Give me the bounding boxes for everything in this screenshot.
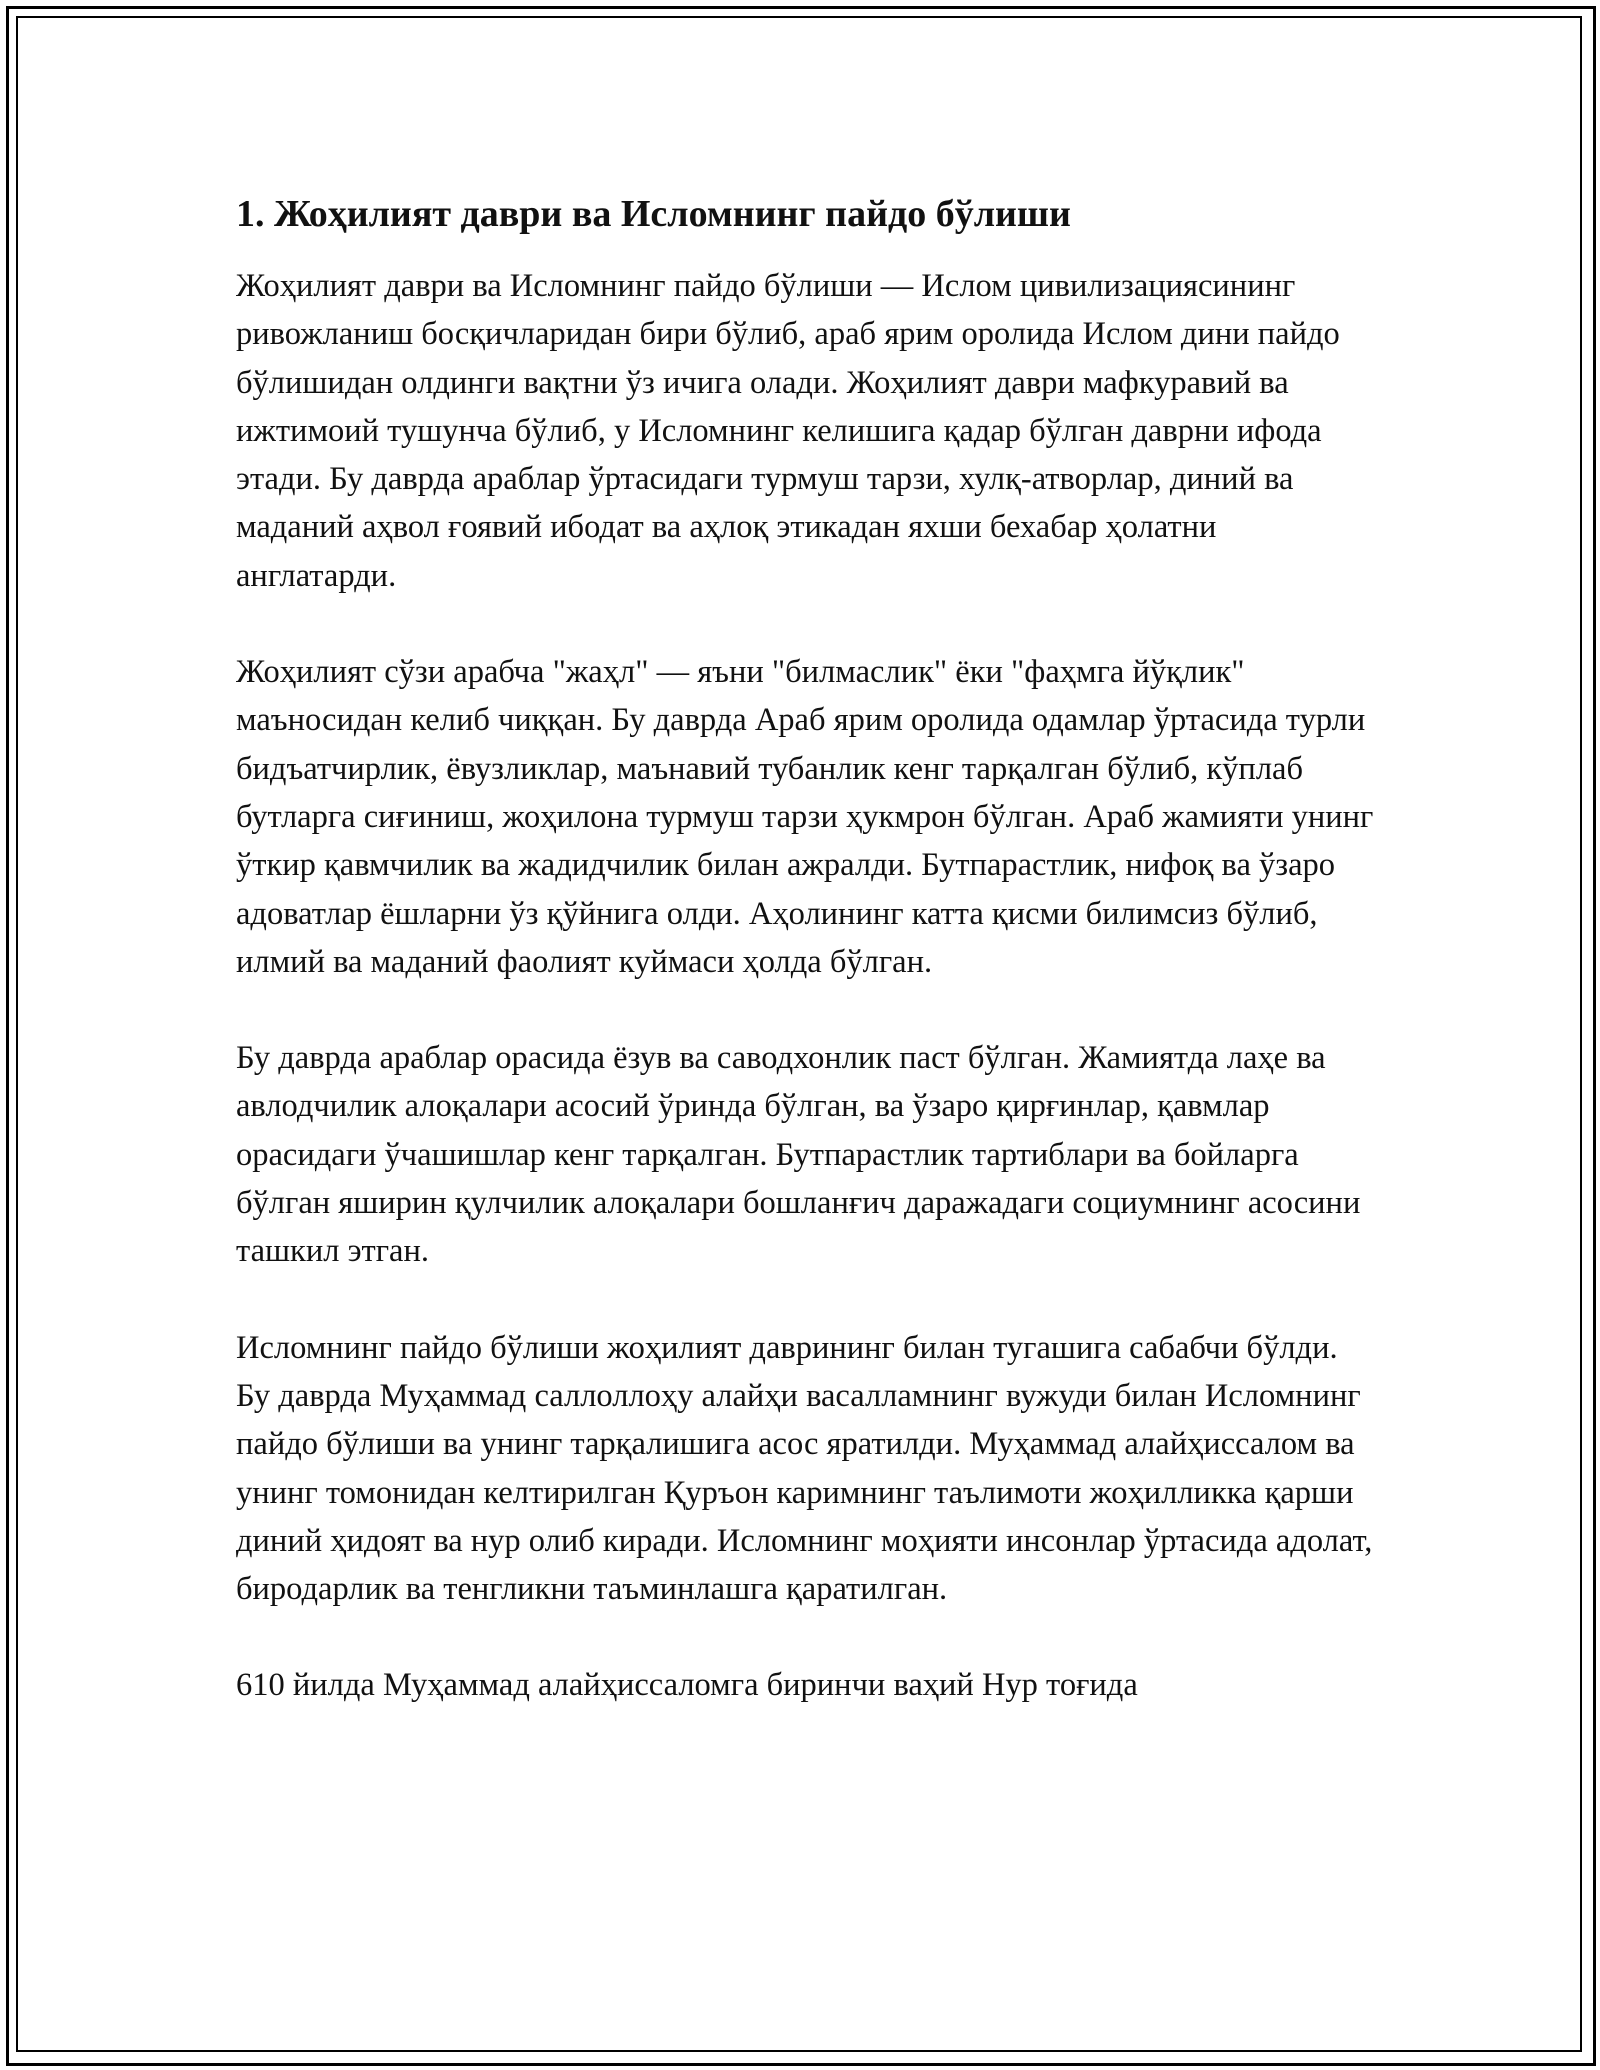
paragraph-1: Жоҳилият даври ва Исломнинг пайдо бўлиши — Ислом цивилизациясининг ривожланиш босқичларидан бири бўлиб, араб ярим оролида Ислом дини пайдо бўлишидан олдинги вақтни ўз ичига олади. Жоҳилият даври мафкуравий ва ижтимоий тушунча бўлиб, у Исломнинг келишига қадар бўлган даврни ифода этади. Бу даврда араблар ўртасидаги турмуш тарзи, хулқ-атворлар, диний ва маданий аҳвол ғоявий ибодат ва аҳлоқ этикадан яхши бехабар ҳолатни англатарди.: [236, 268, 1340, 594]
document-body: [236, 190, 1376, 1710]
section-heading: 1. Жоҳилият даври ва Исломнинг пайдо бўлиши: [236, 193, 1071, 235]
paragraph-3: Бу даврда араблар орасида ёзув ва саводхонлик паст бўлган. Жамиятда лаҳе ва авлодчилик алоқалари асосий ўринда бўлган, ва ўзаро қирғинлар, қавмлар орасидаги ўчашишлар кенг тарқалган. Бутпарастлик тартиблари ва бойларга бўлган яширин қулчилик алоқалари бошланғич даражадаги социумнинг асосини ташкил этган.: [236, 1040, 1361, 1270]
paragraph-2: Жоҳилият сўзи арабча "жаҳл" — яъни "билмаслик" ёки "фаҳмга йўқлик" маъносидан келиб чиққан. Бу даврда Араб ярим оролида одамлар ўртасида турли бидъатчирлик, ёвузликлар, маънавий тубанлик кенг тарқалган бўлиб, кўплаб бутларга сиғиниш, жоҳилона турмуш тарзи ҳукмрон бўлган. Араб жамияти унинг ўткир қавмчилик ва жадидчилик билан ажралди. Бутпарастлик, нифоқ ва ўзаро адоватлар ёшларни ўз қўйнига олди. Аҳолининг катта қисми билимсиз бўлиб, илмий ва маданий фаолият куймаси ҳолда бўлган.: [236, 654, 1374, 980]
paragraph-5: 610 йилда Муҳаммад алайҳиссаломга биринчи ваҳий Нур тоғида: [236, 1667, 1138, 1704]
paragraph-4: Исломнинг пайдо бўлиши жоҳилият даврининг билан тугашига сабабчи бўлди. Бу даврда Муҳаммад саллоллоҳу алайҳи васалламнинг вужуди билан Исломнинг пайдо бўлиши ва унинг тарқалишига асос яратилди. Муҳаммад алайҳиссалом ва унинг томонидан келтирилган Қуръон каримнинг таълимоти жоҳилликка қарши диний ҳидоят ва нур олиб киради. Исломнинг моҳияти инсонлар ўртасида адолат, биродарлик ва тенгликни таъминлашга қаратилган.: [236, 1329, 1373, 1608]
